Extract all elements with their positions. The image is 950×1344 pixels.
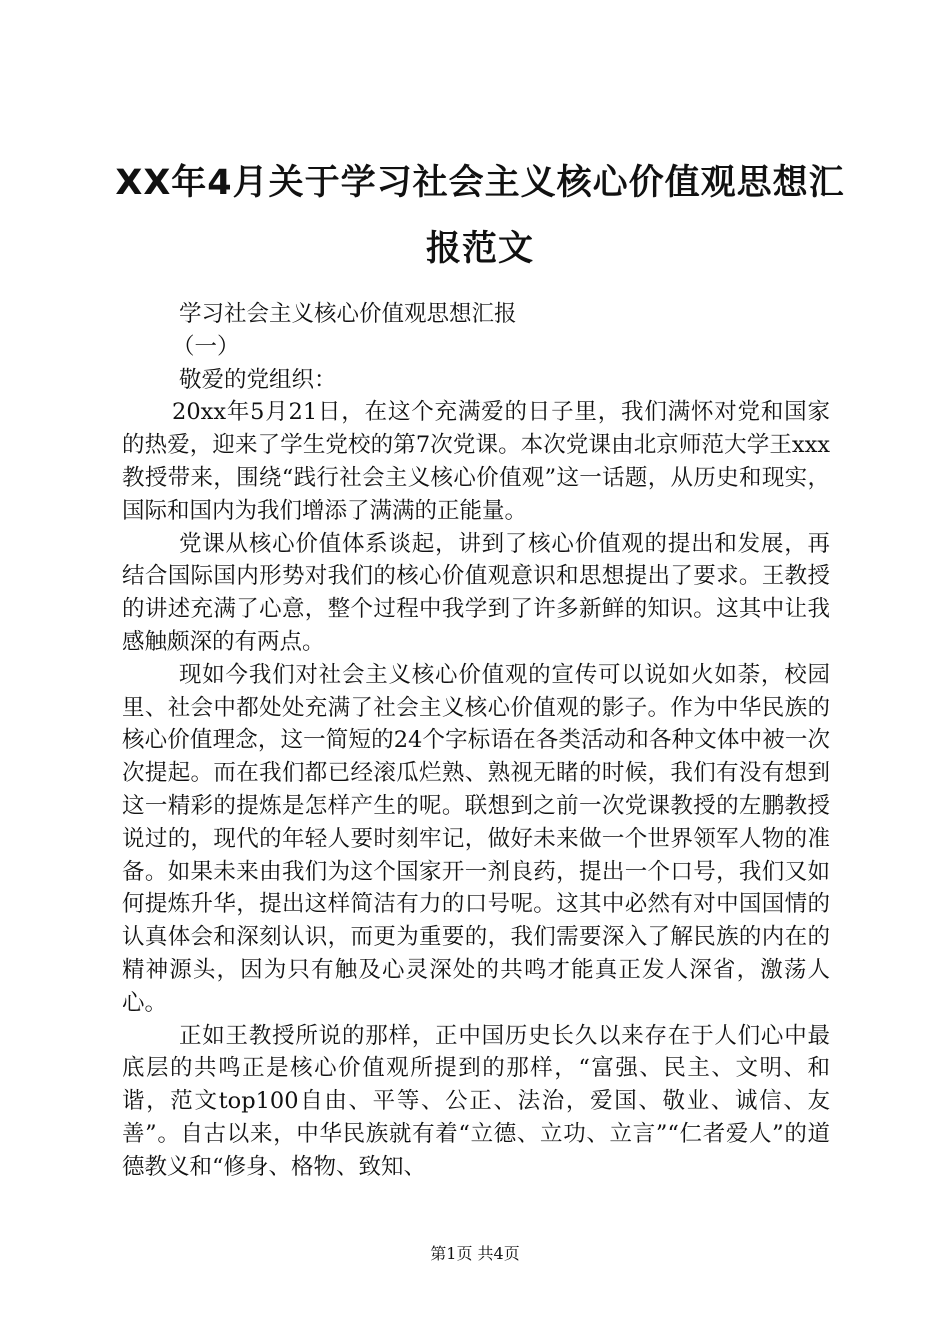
section-number: （一） <box>172 333 240 360</box>
paragraph: 现如今我们对社会主义核心价值观的宣传可以说如火如荼，校园里、社会中都处处充满了社会主义核心价值观的影子。作为中华民族的核心价值理念，这一简短的24个字标语在各类活动和各种文体中被一次次提起。而在我们都已经滚瓜烂熟、熟视无睹的时候，我们有没有想到这一精彩的提炼是怎样产生的呢。联想到之前一次党课教授的左鹏教授说过的，现代的年轻人要时刻牢记，做好未来做一个世界领军人物的准备。如果未来由我们为这个国家开一剂良药，提出一个口号，我们又如何提炼升华，提出这样简洁有力的口号呢。这其中必然有对中国国情的认真体会和深刻认识，而更为重要的，我们需要深入了解民族的内在的精神源头，因为只有触及心灵深处的共鸣才能真正发人深省，激荡人心。 <box>122 661 830 1016</box>
paragraph: 正如王教授所说的那样，正中国历史长久以来存在于人们心中最底层的共鸣正是核心价值观所提到的那样，“富强、民主、文明、和谐，范文top100自由、平等、公正、法治，爱国、敬业、诚信、友善”。自古以来，中华民族就有着“立德、立功、立言”“仁者爱人”的道德教义和“修身、格物、致知、 <box>122 1022 830 1180</box>
paragraph: 20xx年5月21日，在这个充满爱的日子里，我们满怀对党和国家的热爱，迎来了学生党校的第7次党课。本次党课由北京师范大学王xxx教授带来，围绕“践行社会主义核心价值观”这一话题，从历史和现实，国际和国内为我们增添了满满的正能量。 <box>122 399 830 524</box>
document-subtitle: 学习社会主义核心价值观思想汇报 <box>179 301 517 327</box>
paragraph: 党课从核心价值体系谈起，讲到了核心价值观的提出和发展，再结合国际国内形势对我们的核心价值观意识和思想提出了要求。王教授的讲述充满了心意，整个过程中我学到了许多新鲜的知识。这其中让我感触颇深的有两点。 <box>122 530 830 655</box>
page-footer: 第1页 共4页 <box>430 1244 520 1263</box>
document-body <box>122 298 830 1184</box>
document-title: XX年4月关于学习社会主义核心价值观思想汇报范文 <box>115 163 845 269</box>
salutation: 敬爱的党组织： <box>179 366 337 393</box>
